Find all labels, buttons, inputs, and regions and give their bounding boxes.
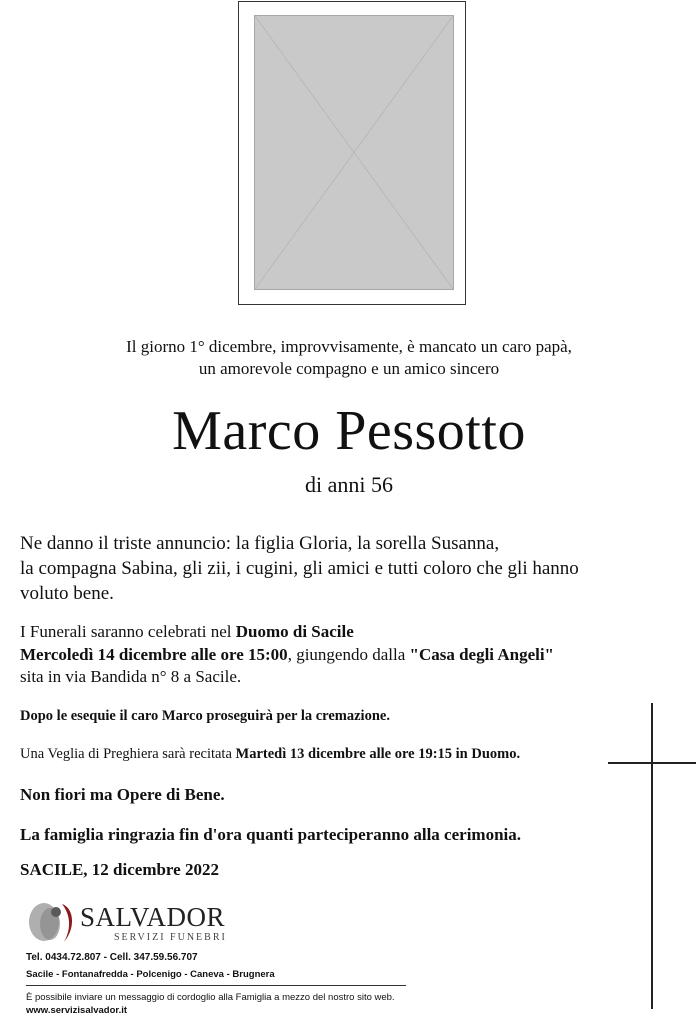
intro-text <box>0 336 698 380</box>
announcement-line-3: voluto bene. <box>20 583 114 604</box>
photo-frame <box>238 1 466 305</box>
salvador-logo <box>22 898 227 950</box>
cross-vertical <box>651 703 653 1009</box>
phone-numbers: Tel. 0434.72.807 - Cell. 347.59.56.707 <box>26 952 198 963</box>
deceased-age: di anni 56 <box>305 472 393 497</box>
place-date: SACILE, 12 dicembre 2022 <box>20 860 219 879</box>
announcement-line-1: Ne danno il triste annuncio: la figlia Gloria, la sorella Susanna, <box>20 533 500 554</box>
no-flowers-note: Non fiori ma Opere di Bene. <box>20 785 225 804</box>
footer-divider <box>26 985 406 986</box>
deceased-name: Marco Pessotto <box>172 400 526 462</box>
intro-line-1: Il giorno 1° dicembre, improvvisamente, è mancato un caro papà, <box>126 337 572 356</box>
cross-horizontal <box>608 762 696 764</box>
funeral-intro: I Funerali saranno celebrati nel <box>20 622 236 641</box>
funeral-details <box>20 621 554 689</box>
announcement <box>20 531 579 606</box>
vigil-note <box>20 744 520 764</box>
condolence-note: È possibile inviare un messaggio di cordoglio alla Famiglia a mezzo del nostro sito web. <box>26 992 395 1003</box>
logo-name: SALVADOR <box>80 902 226 932</box>
funeral-line-1 <box>20 621 554 644</box>
funeral-line-2 <box>20 644 554 667</box>
thanks-note: La famiglia ringrazia fin d'ora quanti parteciperanno alla cerimonia. <box>20 825 522 844</box>
portrait-photo <box>254 15 454 290</box>
vigil-intro: Una Veglia di Preghiera sarà recitata <box>20 746 236 762</box>
funeral-origin: "Casa degli Angeli" <box>409 644 554 664</box>
funeral-line-3: sita in via Bandida n° 8 a Sacile. <box>20 667 242 686</box>
funeral-datetime: Mercoledì 14 dicembre alle ore 15:00 <box>20 644 288 664</box>
funeral-venue: Duomo di Sacile <box>235 622 354 641</box>
intro-line-2: un amorevole compagno e un amico sincero <box>198 359 500 378</box>
office-towns: Sacile - Fontanafredda - Polcenigo - Caneva - Brugnera <box>26 969 275 980</box>
funeral-from: , giungendo dalla <box>287 644 410 664</box>
website-link[interactable]: www.servizisalvador.it <box>26 1005 128 1016</box>
announcement-line-2: la compagna Sabina, gli zii, i cugini, gli amici e tutti coloro che gli hanno <box>20 558 579 579</box>
vigil-datetime: Martedì 13 dicembre alle ore 19:15 in Duomo. <box>235 746 521 762</box>
angel-icon <box>22 898 82 950</box>
logo-subtitle: SERVIZI FUNEBRI <box>114 932 227 943</box>
cremation-note: Dopo le esequie il caro Marco proseguirà per la cremazione. <box>20 708 390 724</box>
